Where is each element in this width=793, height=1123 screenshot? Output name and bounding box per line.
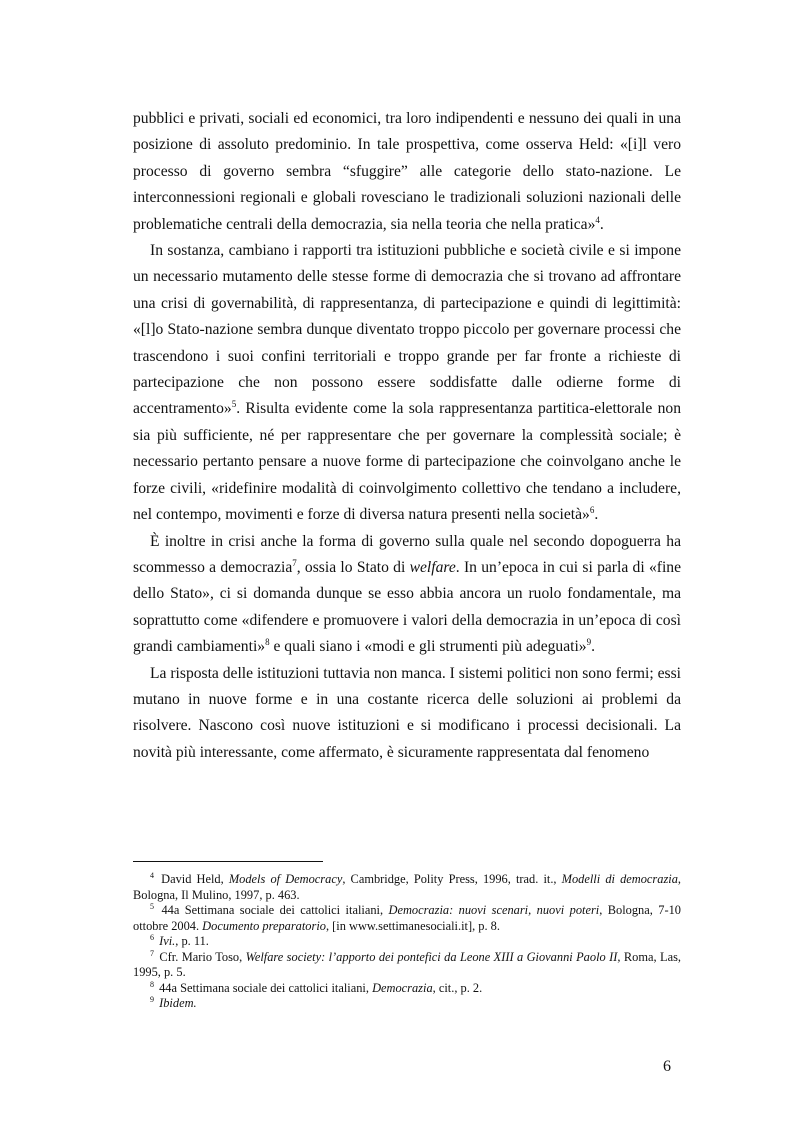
text-run: Cfr. Mario Toso, <box>156 949 246 964</box>
footnote <box>133 934 681 950</box>
body-text <box>133 106 681 766</box>
text-run: e quali siano i «modi e gli strumenti più adeguati» <box>269 638 587 656</box>
text-run: , ossia lo Stato di <box>296 558 410 576</box>
italic-text: welfare <box>409 558 456 576</box>
text-run: . <box>591 638 595 656</box>
paragraph <box>133 661 681 767</box>
italic-text: Welfare society: l’apporto dei pontefici da Leone XIII a Giovanni Paolo II, <box>245 949 621 964</box>
footnote-reference: 9 <box>586 637 592 648</box>
paragraph <box>133 106 681 238</box>
italic-text: Democrazia: nuovi scenari, nuovi poteri <box>388 903 600 917</box>
footnote <box>133 981 681 997</box>
footnote <box>133 950 681 981</box>
footnote <box>133 996 681 1012</box>
italic-text: Documento preparatorio <box>202 918 326 933</box>
footnotes <box>133 872 681 1012</box>
paragraph <box>133 238 681 528</box>
text-run: David Held, <box>156 872 229 886</box>
text-run: , Cambridge, Polity Press, 1996, trad. it., <box>342 872 562 886</box>
text-run: . <box>594 506 599 524</box>
footnote-reference: 7 <box>292 557 297 568</box>
text-run: , cit., p. 2. <box>432 980 483 995</box>
text-run: , Bologna, 7-10 ottobre 2004. <box>133 903 682 933</box>
footnote-number: 8 <box>150 979 154 989</box>
paragraph <box>133 529 681 661</box>
text-run: 44a Settimana sociale dei cattolici italiani, <box>156 903 389 917</box>
footnote-number: 7 <box>150 948 154 958</box>
document-page <box>133 106 681 766</box>
text-run: , Bologna, Il Mulino, 1997, p. 463. <box>133 872 682 902</box>
text-run: . Risulta evidente come la sola rappresentanza partitica-elettorale non sia più sufficiente, né per rappresentare che per governare la complessità sociale; è necessario pertanto pensare a nuove forme di partecipazione che coinvolgano anche le forze civili, «ridefinire modalità di coinvolgimento collettivo che tendano a includere, nel contempo, movimenti e forze di diversa natura presenti nella società» <box>133 400 681 524</box>
italic-text: Modelli di democrazia <box>561 872 678 886</box>
footnote-reference: 8 <box>265 637 270 648</box>
page-number: 6 <box>663 1058 671 1075</box>
footnote-number: 4 <box>150 871 154 880</box>
text-run: È inoltre in crisi anche la forma di governo sulla quale nel secondo dopoguerra ha scommesso a democrazia <box>133 532 681 576</box>
footnote <box>133 872 681 903</box>
text-run: . <box>599 215 604 233</box>
text-run: 44a Settimana sociale dei cattolici italiani, <box>156 980 373 995</box>
italic-text: Ivi. <box>159 934 176 948</box>
text-run: , p. 11. <box>175 934 209 948</box>
footnote-number: 9 <box>150 995 154 1004</box>
text-run: Roma, Las, 1995, p. 5. <box>133 949 681 979</box>
text-run: In sostanza, cambiano i rapporti tra istituzioni pubbliche e società civile e si impone un necessario mutamento delle stesse forme di democrazia che si trovano ad affrontare una crisi di governabilità, di rappresentanza, di partecipazione e quindi di legittimità: «[l]o Stato-nazione sembra dunque diventato troppo piccolo per governare processi che trascendono i suoi confini territoriali e troppo grande per far fronte a richieste di partecipazione che non possono essere soddisfatte dalle odierne forme di accentramento» <box>133 242 681 418</box>
footnote-number: 6 <box>150 933 154 942</box>
italic-text: Democrazia <box>372 980 433 995</box>
text-run: . In un’epoca in cui si parla di «fine dello Stato», ci si domanda dunque se esso abbia ancora un ruolo fondamentale, ma soprattutto come «difendere e promuovere i valori della democrazia in un’epoca di così grandi cambiamenti» <box>133 558 681 656</box>
footnote-reference: 5 <box>231 399 237 410</box>
text-run: pubblici e privati, sociali ed economici, tra loro indipendenti e nessuno dei quali in una posizione di assoluto predominio. In tale prospettiva, come osserva Held: «[i]l vero processo di governo sembra “sfuggire” alle categorie dello stato-nazione. Le interconnessioni regionali e globali rovesciano le tradizionali soluzioni nazionali delle problematiche centrali della democrazia, sia nella teoria che nella pratica» <box>133 110 681 233</box>
italic-text: Ibidem. <box>159 996 197 1010</box>
footnote-separator <box>133 861 323 862</box>
text-run: , [in www.settimanesociali.it], p. 8. <box>325 918 500 933</box>
footnote-reference: 4 <box>595 214 600 225</box>
text-run: La risposta delle istituzioni tuttavia non manca. I sistemi politici non sono fermi; essi mutano in nuove forme e in una costante ricerca delle soluzioni ai problemi da risolvere. Nascono così nuove istituzioni e si modificano i processi decisionali. La novità più interessante, come affermato, è sicuramente rappresentata dal fenomeno <box>133 664 681 761</box>
footnote <box>133 903 681 934</box>
footnote-reference: 6 <box>589 505 595 516</box>
footnote-number: 5 <box>150 902 154 911</box>
italic-text: Models of Democracy <box>228 872 343 886</box>
